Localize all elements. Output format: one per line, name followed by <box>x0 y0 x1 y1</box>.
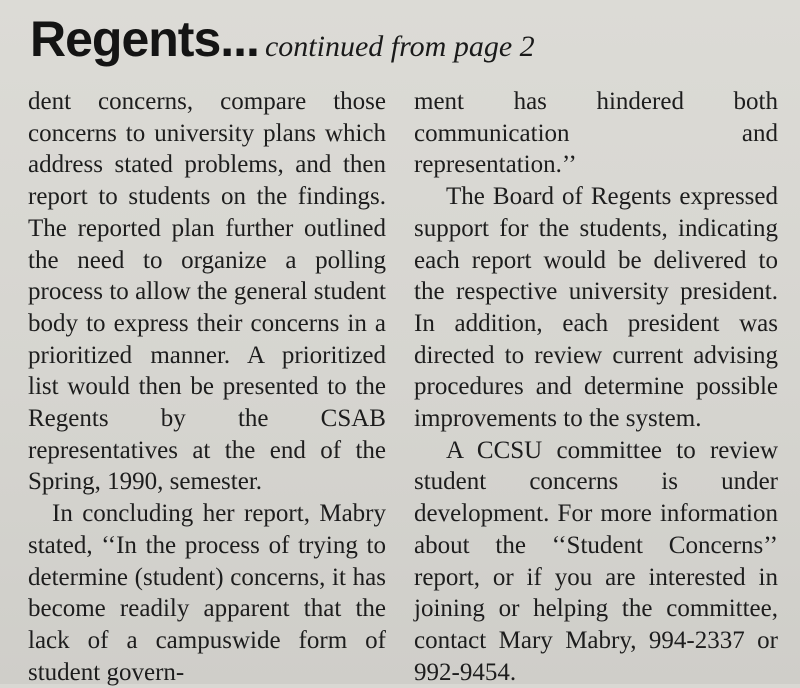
right-paragraph-3: A CCSU committee to review student concerns is under development. For more information about the ‘‘Student Concerns’’ report, or if you are interested in joining or helping the committee, contact Mary Mabry, 994-2337 or 992-9454. <box>414 436 778 686</box>
left-column <box>28 86 386 688</box>
headline-continuation: continued from page 2 <box>264 30 535 63</box>
right-column <box>414 86 778 688</box>
headline <box>30 10 535 68</box>
left-paragraph-1: dent concerns, compare those concerns to university plans which address stated problems, and then report to students on the findings. The reported plan further outlined the need to organize a polling process to allow the general student body to express their concerns in a prioritized manner. A prioritized list would then be presented to the Regents by the CSAB representatives at the end of the Spring, 1990, semester. <box>28 88 386 496</box>
headline-title: Regents... <box>30 11 259 67</box>
right-paragraph-1: ment has hindered both communication and representation.’’ <box>414 88 778 179</box>
right-paragraph-2: The Board of Regents expressed support for the students, indicating each report would be delivered to the respective university president. In addition, each president was directed to review current advising procedures and determine possible improvements to the system. <box>414 183 778 433</box>
left-paragraph-2: In concluding her report, Mabry stated, ‘‘In the process of trying to determine (student) concerns, it has become readily apparent that the lack of a campuswide form of student govern- <box>28 500 386 686</box>
